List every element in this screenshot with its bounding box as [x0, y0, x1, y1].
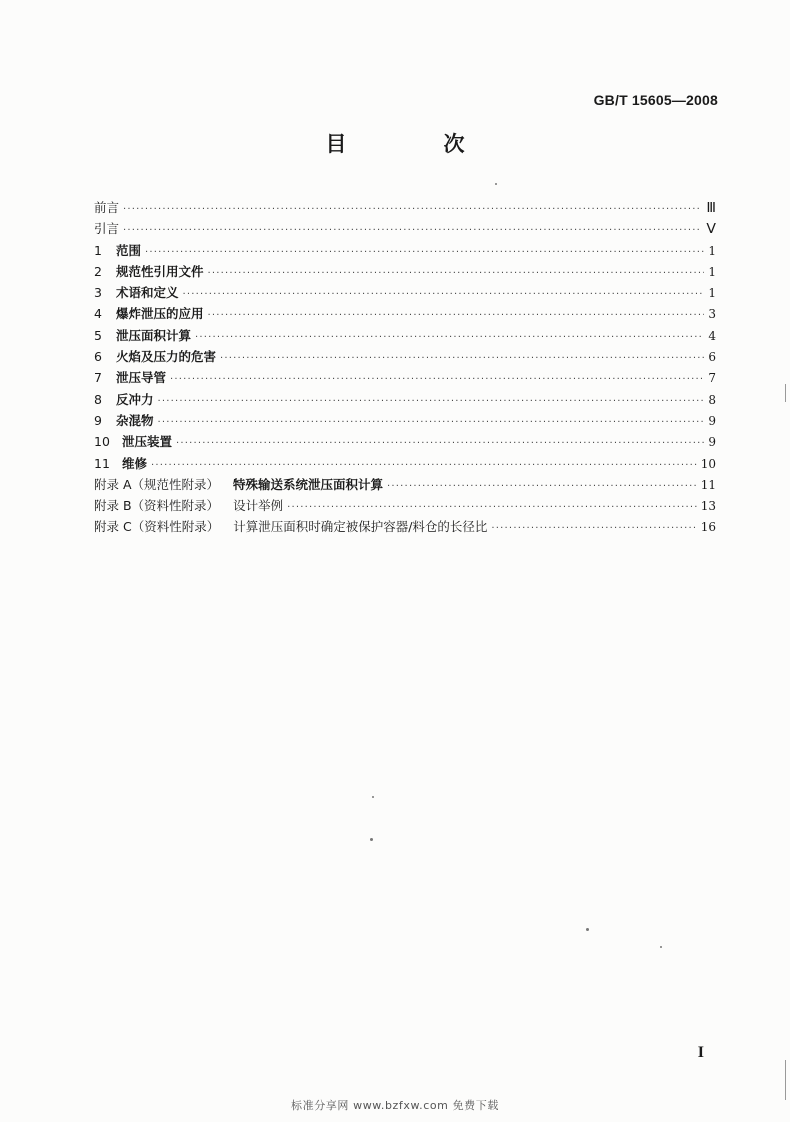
toc-entry-label: 反冲力	[116, 391, 154, 407]
toc-entry-page: 9	[708, 413, 716, 428]
toc-entry-page: 11	[700, 477, 716, 492]
toc-leader-dots	[220, 348, 704, 369]
toc-entry-page: 16	[700, 520, 716, 535]
toc-entry	[94, 218, 716, 239]
toc-leader-dots	[158, 412, 704, 433]
toc-entry-label: 范围	[116, 242, 142, 258]
toc-entry	[94, 410, 716, 431]
scan-edge-line	[785, 384, 786, 402]
toc-entry-label: 泄压面积计算	[116, 327, 192, 343]
toc-entry-page: 9	[708, 435, 716, 450]
toc-leader-dots	[123, 199, 702, 220]
toc-entry-label: 设计举例	[233, 498, 284, 514]
toc-entry-page: 13	[700, 499, 716, 514]
toc-entry	[94, 261, 716, 282]
toc-entry-label: 术语和定义	[116, 285, 179, 301]
toc-entry-label: 火焰及压力的危害	[116, 349, 217, 365]
toc-leader-dots	[170, 369, 704, 390]
toc-entry-number: 7	[94, 370, 102, 386]
toc-leader-dots	[491, 518, 696, 539]
toc-entry	[94, 346, 716, 367]
document-code: GB/T 15605—2008	[593, 92, 718, 108]
toc-entry-number: 3	[94, 285, 102, 301]
toc-entry-page: Ⅴ	[706, 222, 716, 238]
toc-entry-number: 5	[94, 327, 102, 343]
toc-entry-label: 前言	[94, 200, 120, 215]
toc-entry-number: 10	[94, 434, 110, 450]
toc-leader-dots	[176, 433, 704, 454]
toc-leader-dots	[195, 327, 704, 348]
toc-entry-number: 附录 B（资料性附录）	[94, 498, 220, 514]
toc-entry-label: 杂混物	[116, 412, 154, 428]
toc-entry-page: 1	[708, 286, 716, 301]
toc-leader-dots	[387, 476, 697, 497]
scan-speck	[372, 796, 374, 798]
toc-entry-label: 爆炸泄压的应用	[116, 306, 204, 322]
toc-entry-number: 4	[94, 306, 102, 322]
toc-leader-dots	[208, 263, 704, 284]
table-of-contents	[94, 197, 716, 538]
scan-speck	[370, 838, 373, 841]
toc-entry-label: 泄压装置	[122, 434, 173, 450]
toc-leader-dots	[208, 305, 704, 326]
toc-entry-number: 11	[94, 455, 110, 471]
scan-speck	[586, 928, 589, 931]
toc-entry-page: 6	[708, 350, 716, 365]
toc-entry-number: 9	[94, 412, 102, 428]
scan-edge-line	[785, 1060, 786, 1100]
page-title: 目 次	[325, 132, 503, 156]
toc-entry-number: 附录 C（资料性附录）	[94, 519, 220, 535]
toc-entry	[94, 389, 716, 410]
toc-entry-label: 计算泄压面积时确定被保护容器/料仓的长径比	[233, 519, 488, 535]
toc-entry-label: 维修	[122, 455, 148, 471]
toc-entry	[94, 495, 716, 516]
toc-entry-number: 8	[94, 391, 102, 407]
toc-entry-label: 泄压导管	[116, 370, 167, 386]
toc-entry-label: 特殊输送系统泄压面积计算	[233, 476, 384, 492]
toc-entry	[94, 431, 716, 452]
toc-leader-dots	[287, 497, 697, 518]
toc-entry	[94, 197, 716, 218]
toc-entry	[94, 367, 716, 388]
toc-entry-number: 附录 A（规范性附录）	[94, 476, 220, 492]
toc-entry-label: 规范性引用文件	[116, 263, 204, 279]
toc-leader-dots	[145, 242, 704, 263]
page-number: I	[697, 1044, 704, 1061]
toc-entry-page: 1	[708, 243, 716, 258]
toc-entry-page: 4	[708, 328, 716, 343]
toc-leader-dots	[183, 284, 704, 305]
toc-leader-dots	[158, 391, 704, 412]
footer-watermark: 标准分享网 www.bzfxw.com 免费下载	[291, 1099, 499, 1112]
toc-entry-label: 引言	[94, 221, 120, 237]
toc-leader-dots	[123, 220, 702, 241]
toc-entry-page: 3	[708, 307, 716, 322]
toc-entry	[94, 474, 716, 495]
toc-entry-page: 1	[708, 264, 716, 279]
toc-entry-page: 8	[708, 392, 716, 407]
scan-speck	[660, 946, 662, 948]
toc-entry-number: 6	[94, 349, 102, 365]
toc-entry-page: Ⅲ	[706, 201, 716, 216]
toc-entry	[94, 453, 716, 474]
toc-entry	[94, 516, 716, 537]
toc-entry	[94, 282, 716, 303]
scan-speck	[495, 183, 497, 185]
toc-leader-dots	[151, 455, 697, 476]
toc-entry	[94, 240, 716, 261]
toc-entry-number: 2	[94, 263, 102, 279]
toc-entry-number: 1	[94, 242, 102, 258]
toc-entry-page: 10	[700, 456, 716, 471]
toc-entry-page: 7	[708, 371, 716, 386]
toc-entry	[94, 325, 716, 346]
toc-entry	[94, 303, 716, 324]
